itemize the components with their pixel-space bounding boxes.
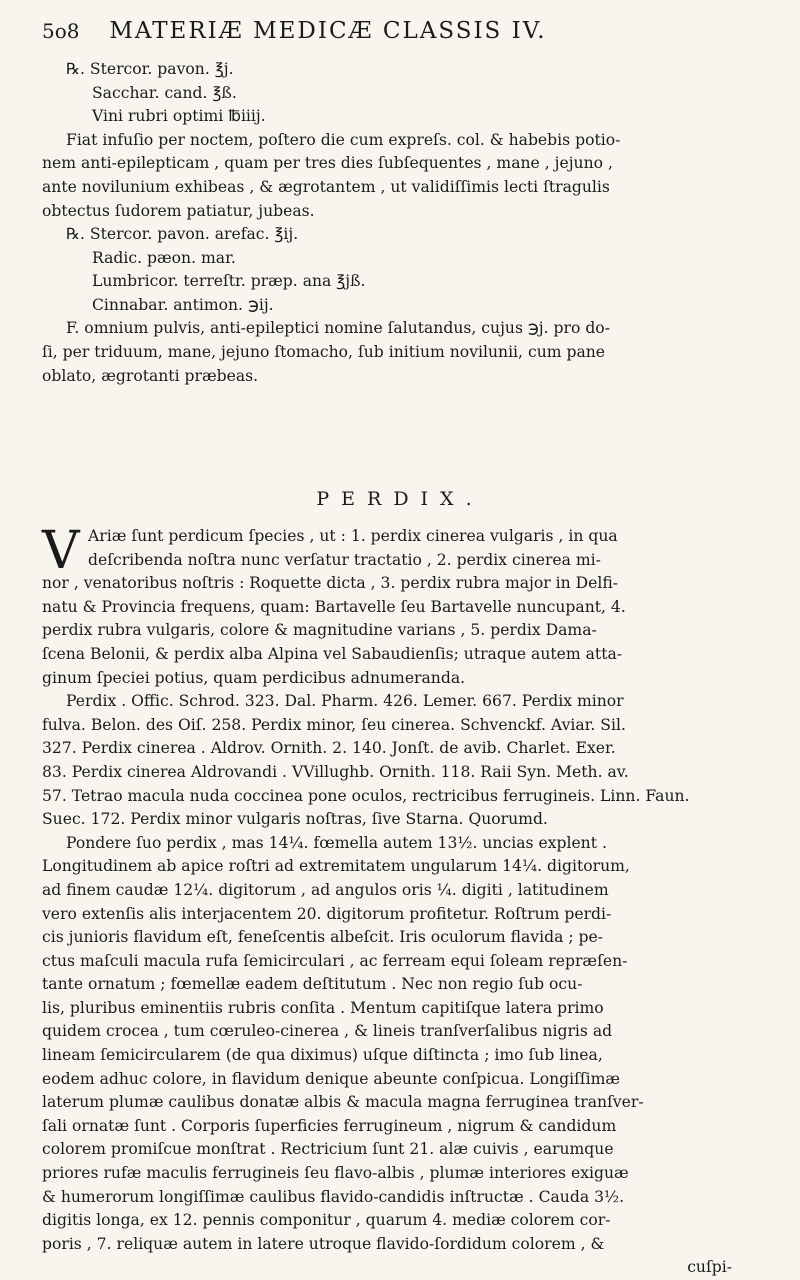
text-line: priores rufæ maculis ferrugineis ſeu flavo-albis , plumæ interiores exiguæ: [42, 1164, 629, 1183]
text-line: ginum ſpeciei potius, quam perdicibus adnumeranda.: [42, 668, 466, 687]
recipe-line: Lumbricor. terreſtr. præp. ana ℥jß.: [92, 272, 366, 291]
article-perdix: [42, 521, 772, 1280]
text-line: Fiat infuſio per noctem, poſtero die cum expreſs. col. & habebis potio-: [66, 130, 621, 149]
running-title: MATERIÆ MEDICÆ CLASSIS IV.: [109, 18, 547, 44]
recipe-line: Radic. pæon. mar.: [92, 248, 236, 267]
text-line: Pondere ſuo perdix , mas 14¼. fœmella autem 13½. uncias explent .: [66, 833, 607, 852]
text-line: ante novilunium exhibeas , & ægrotantem , ut validiſſimis lecti ſtragulis: [42, 177, 610, 196]
text-line: laterum plumæ caulibus donatæ albis & macula magna ferruginea tranſver-: [42, 1093, 644, 1112]
recipe-one: [42, 58, 772, 223]
text-line: cuſpi-: [687, 1258, 732, 1277]
recipe-line: ℞. Stercor. pavon. ℥j.: [66, 60, 234, 78]
recipe-line: Cinnabar. antimon. ℈ij.: [92, 295, 274, 314]
text-line: vero extenſis alis interjacentem 20. digitorum profitetur. Roſtrum perdi-: [42, 904, 612, 923]
text-line: tante ornatum ; fœmellæ eadem deſtitutum . Nec non regio ſub ocu-: [42, 975, 583, 994]
text-line: cis junioris flavidum eſt, feneſcentis albeſcit. Iris oculorum flavida ; pe-: [42, 928, 604, 947]
text-line: obtectus ſudorem patiatur, jubeas.: [42, 201, 315, 220]
text-line: eodem adhuc colore, in flavidum denique abeunte conſpicua. Longiſſimæ: [42, 1069, 621, 1088]
text-line: ctus maſculi macula rufa ſemicirculari , ac ferream equi ſoleam repræſen-: [42, 951, 628, 970]
text-line: F. omnium pulvis, anti-epileptici nomine ſalutandus, cujus ℈j. pro do-: [66, 319, 610, 338]
text-line: Ariæ ſunt perdicum ſpecies , ut : 1. perdix cinerea vulgaris , in qua: [88, 527, 618, 545]
synonymy-line: 57. Tetrao macula nuda coccinea pone oculos, rectricibus ferrugineis. Linn. Faun.: [42, 786, 690, 805]
text-line: oblato, ægrotanti præbeas.: [42, 366, 259, 385]
text-line: Longitudinem ab apice roſtri ad extremitatem ungularum 14¼. digitorum,: [42, 857, 630, 876]
synonymy-line: 327. Perdix cinerea . Aldrov. Ornith. 2. 140. Jonſt. de avib. Charlet. Exer.: [42, 739, 616, 758]
page-number: 5o8: [42, 19, 80, 43]
text-line: colorem promiſcue monſtrat . Rectricium ſunt 21. alæ cuivis , earumque: [42, 1140, 614, 1159]
running-header: [42, 18, 762, 44]
text-line: ſi, per triduum, mane, jejuno ſtomacho, ſub initium novilunii, cum pane: [42, 342, 606, 361]
text-line: deſcribenda noſtra nunc verſatur tractatio , 2. perdix cinerea mi-: [88, 550, 601, 569]
synonymy-line: fulva. Belon. des Oiſ. 258. Perdix minor, ſeu cinerea. Schvenckf. Aviar. Sil.: [42, 715, 626, 734]
text-line: digitis longa, ex 12. pennis componitur , quarum 4. mediæ colorem cor-: [42, 1211, 611, 1230]
text-line: perdix rubra vulgaris, colore & magnitudine varians , 5. perdix Dama-: [42, 621, 597, 640]
text-line: nor , venatoribus noſtris : Roquette dicta , 3. perdix rubra major in Delfi-: [42, 574, 619, 593]
text-line: lineam ſemicircularem (de qua diximus) uſque diſtincta ; imo ſub linea,: [42, 1046, 603, 1065]
recipe-line: Vini rubri optimi ℔iiij.: [92, 107, 266, 126]
text-line: ſcena Belonii, & perdix alba Alpina vel Sabaudienſis; utraque autem atta-: [42, 644, 623, 663]
text-line: ad finem caudæ 12¼. digitorum , ad angulos oris ¼. digiti , latitudinem: [42, 880, 609, 899]
synonymy-line: Perdix . Offic. Schrod. 323. Dal. Pharm. 426. Lemer. 667. Perdix minor: [66, 692, 624, 711]
text-line: nem anti-epilepticam , quam per tres dies ſubſequentes , mane , jejuno ,: [42, 154, 613, 173]
text-line: & humerorum longiſſimæ caulibus flavido-candidis inſtructæ . Cauda 3½.: [42, 1187, 625, 1206]
text-line: lis, pluribus eminentiis rubris conſita . Mentum capitiſque latera primo: [42, 998, 604, 1017]
text-line: natu & Provincia frequens, quam: Bartavelle ſeu Bartavelle nuncupant, 4.: [42, 597, 626, 616]
synonymy-line: 83. Perdix cinerea Aldrovandi . VVillughb. Ornith. 118. Raii Syn. Meth. av.: [42, 762, 629, 781]
recipe-line: ℞. Stercor. pavon. arefac. ℥ij.: [66, 225, 299, 243]
text-line: quidem crocea , tum cœruleo-cinerea , & lineis tranſverſalibus nigris ad: [42, 1022, 613, 1041]
drop-cap: V: [42, 521, 80, 581]
recipe-two: [42, 223, 772, 388]
synonymy-line: Suec. 172. Perdix minor vulgaris noſtras, ſive Starna. Quorumd.: [42, 810, 548, 829]
section-heading: PERDIX.: [316, 488, 484, 510]
text-line: poris , 7. reliquæ autem in latere utroque flavido-ſordidum colorem , &: [42, 1234, 605, 1253]
recipe-line: Sacchar. cand. ℥ß.: [92, 83, 237, 102]
text-line: ſali ornatæ ſunt . Corporis ſuperficies ferrugineum , nigrum & candidum: [42, 1116, 617, 1135]
